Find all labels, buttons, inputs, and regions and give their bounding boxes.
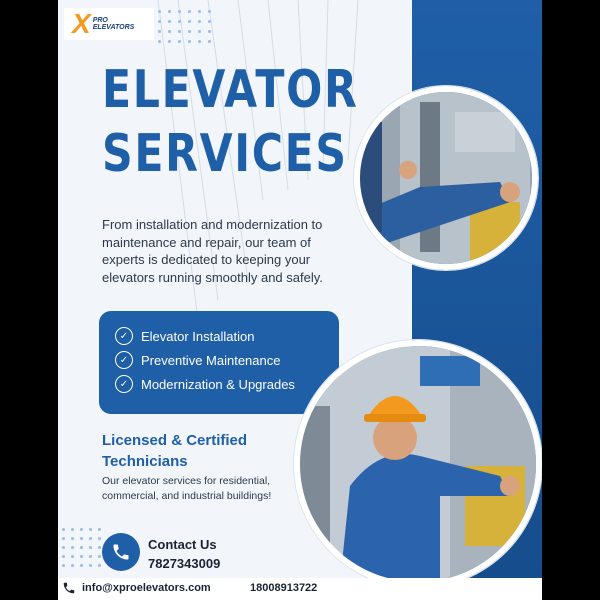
licensed-heading: Licensed & Certified Technicians <box>102 432 248 470</box>
phone-icon <box>102 533 140 571</box>
dot <box>178 10 181 13</box>
dot <box>198 40 201 43</box>
dot <box>89 537 92 540</box>
dot <box>80 528 83 531</box>
page-title: ELEVATOR SERVICES <box>102 60 359 184</box>
dot <box>71 528 74 531</box>
dot <box>89 546 92 549</box>
dot <box>208 30 211 33</box>
service-item <box>115 327 254 345</box>
dot <box>158 40 161 43</box>
service-label: Preventive Maintenance <box>141 352 281 368</box>
dot <box>158 10 161 13</box>
dot <box>188 40 191 43</box>
dot <box>62 564 65 567</box>
dot <box>188 10 191 13</box>
dot <box>80 564 83 567</box>
dot <box>158 30 161 33</box>
service-label: Modernization & Upgrades <box>141 376 295 392</box>
logo: X PRO ELEVATORS <box>64 8 154 40</box>
check-circle-icon: ✓ <box>115 351 133 369</box>
dot <box>198 20 201 23</box>
dot <box>71 555 74 558</box>
dot <box>208 10 211 13</box>
dot <box>178 30 181 33</box>
dot <box>80 555 83 558</box>
dot <box>188 30 191 33</box>
dot <box>168 10 171 13</box>
dot <box>168 20 171 23</box>
dot <box>71 546 74 549</box>
dot <box>80 537 83 540</box>
footer-bar <box>58 578 542 600</box>
dot <box>98 546 101 549</box>
dot <box>71 564 74 567</box>
contact-number[interactable]: 7827343009 <box>148 556 221 571</box>
service-item <box>115 375 295 393</box>
dot <box>198 10 201 13</box>
dot <box>158 20 161 23</box>
technician-photo-2 <box>294 340 542 588</box>
dot <box>62 528 65 531</box>
dot <box>178 20 181 23</box>
dot <box>208 20 211 23</box>
dot <box>89 555 92 558</box>
dot <box>62 537 65 540</box>
dot <box>80 546 83 549</box>
dot <box>71 537 74 540</box>
check-circle-icon: ✓ <box>115 327 133 345</box>
dot <box>188 20 191 23</box>
services-subtext: Our elevator services for residential, commercial, and industrial buildings! <box>102 475 272 502</box>
dot <box>62 555 65 558</box>
dot <box>89 564 92 567</box>
service-label: Elevator Installation <box>141 328 255 344</box>
dot <box>89 528 92 531</box>
contact-label: Contact Us <box>148 537 217 552</box>
poster <box>58 0 542 600</box>
dot <box>98 537 101 540</box>
dot <box>62 546 65 549</box>
dot <box>178 40 181 43</box>
footer-phone[interactable]: 18008913722 <box>250 582 318 594</box>
intro-text: From installation and modernization to maintenance and repair, our team of experts is dedicated to keeping your elevators running smoothly and safely. <box>102 217 323 285</box>
dot <box>198 30 201 33</box>
services-box <box>99 311 339 414</box>
dot <box>208 40 211 43</box>
service-item <box>115 351 280 369</box>
dot <box>98 564 101 567</box>
dot <box>168 30 171 33</box>
technician-photo-1 <box>354 86 538 270</box>
dot <box>98 555 101 558</box>
dot <box>98 528 101 531</box>
phone-icon <box>62 581 76 595</box>
check-circle-icon: ✓ <box>115 375 133 393</box>
footer-email[interactable]: info@xproelevators.com <box>62 581 211 595</box>
dot <box>168 40 171 43</box>
